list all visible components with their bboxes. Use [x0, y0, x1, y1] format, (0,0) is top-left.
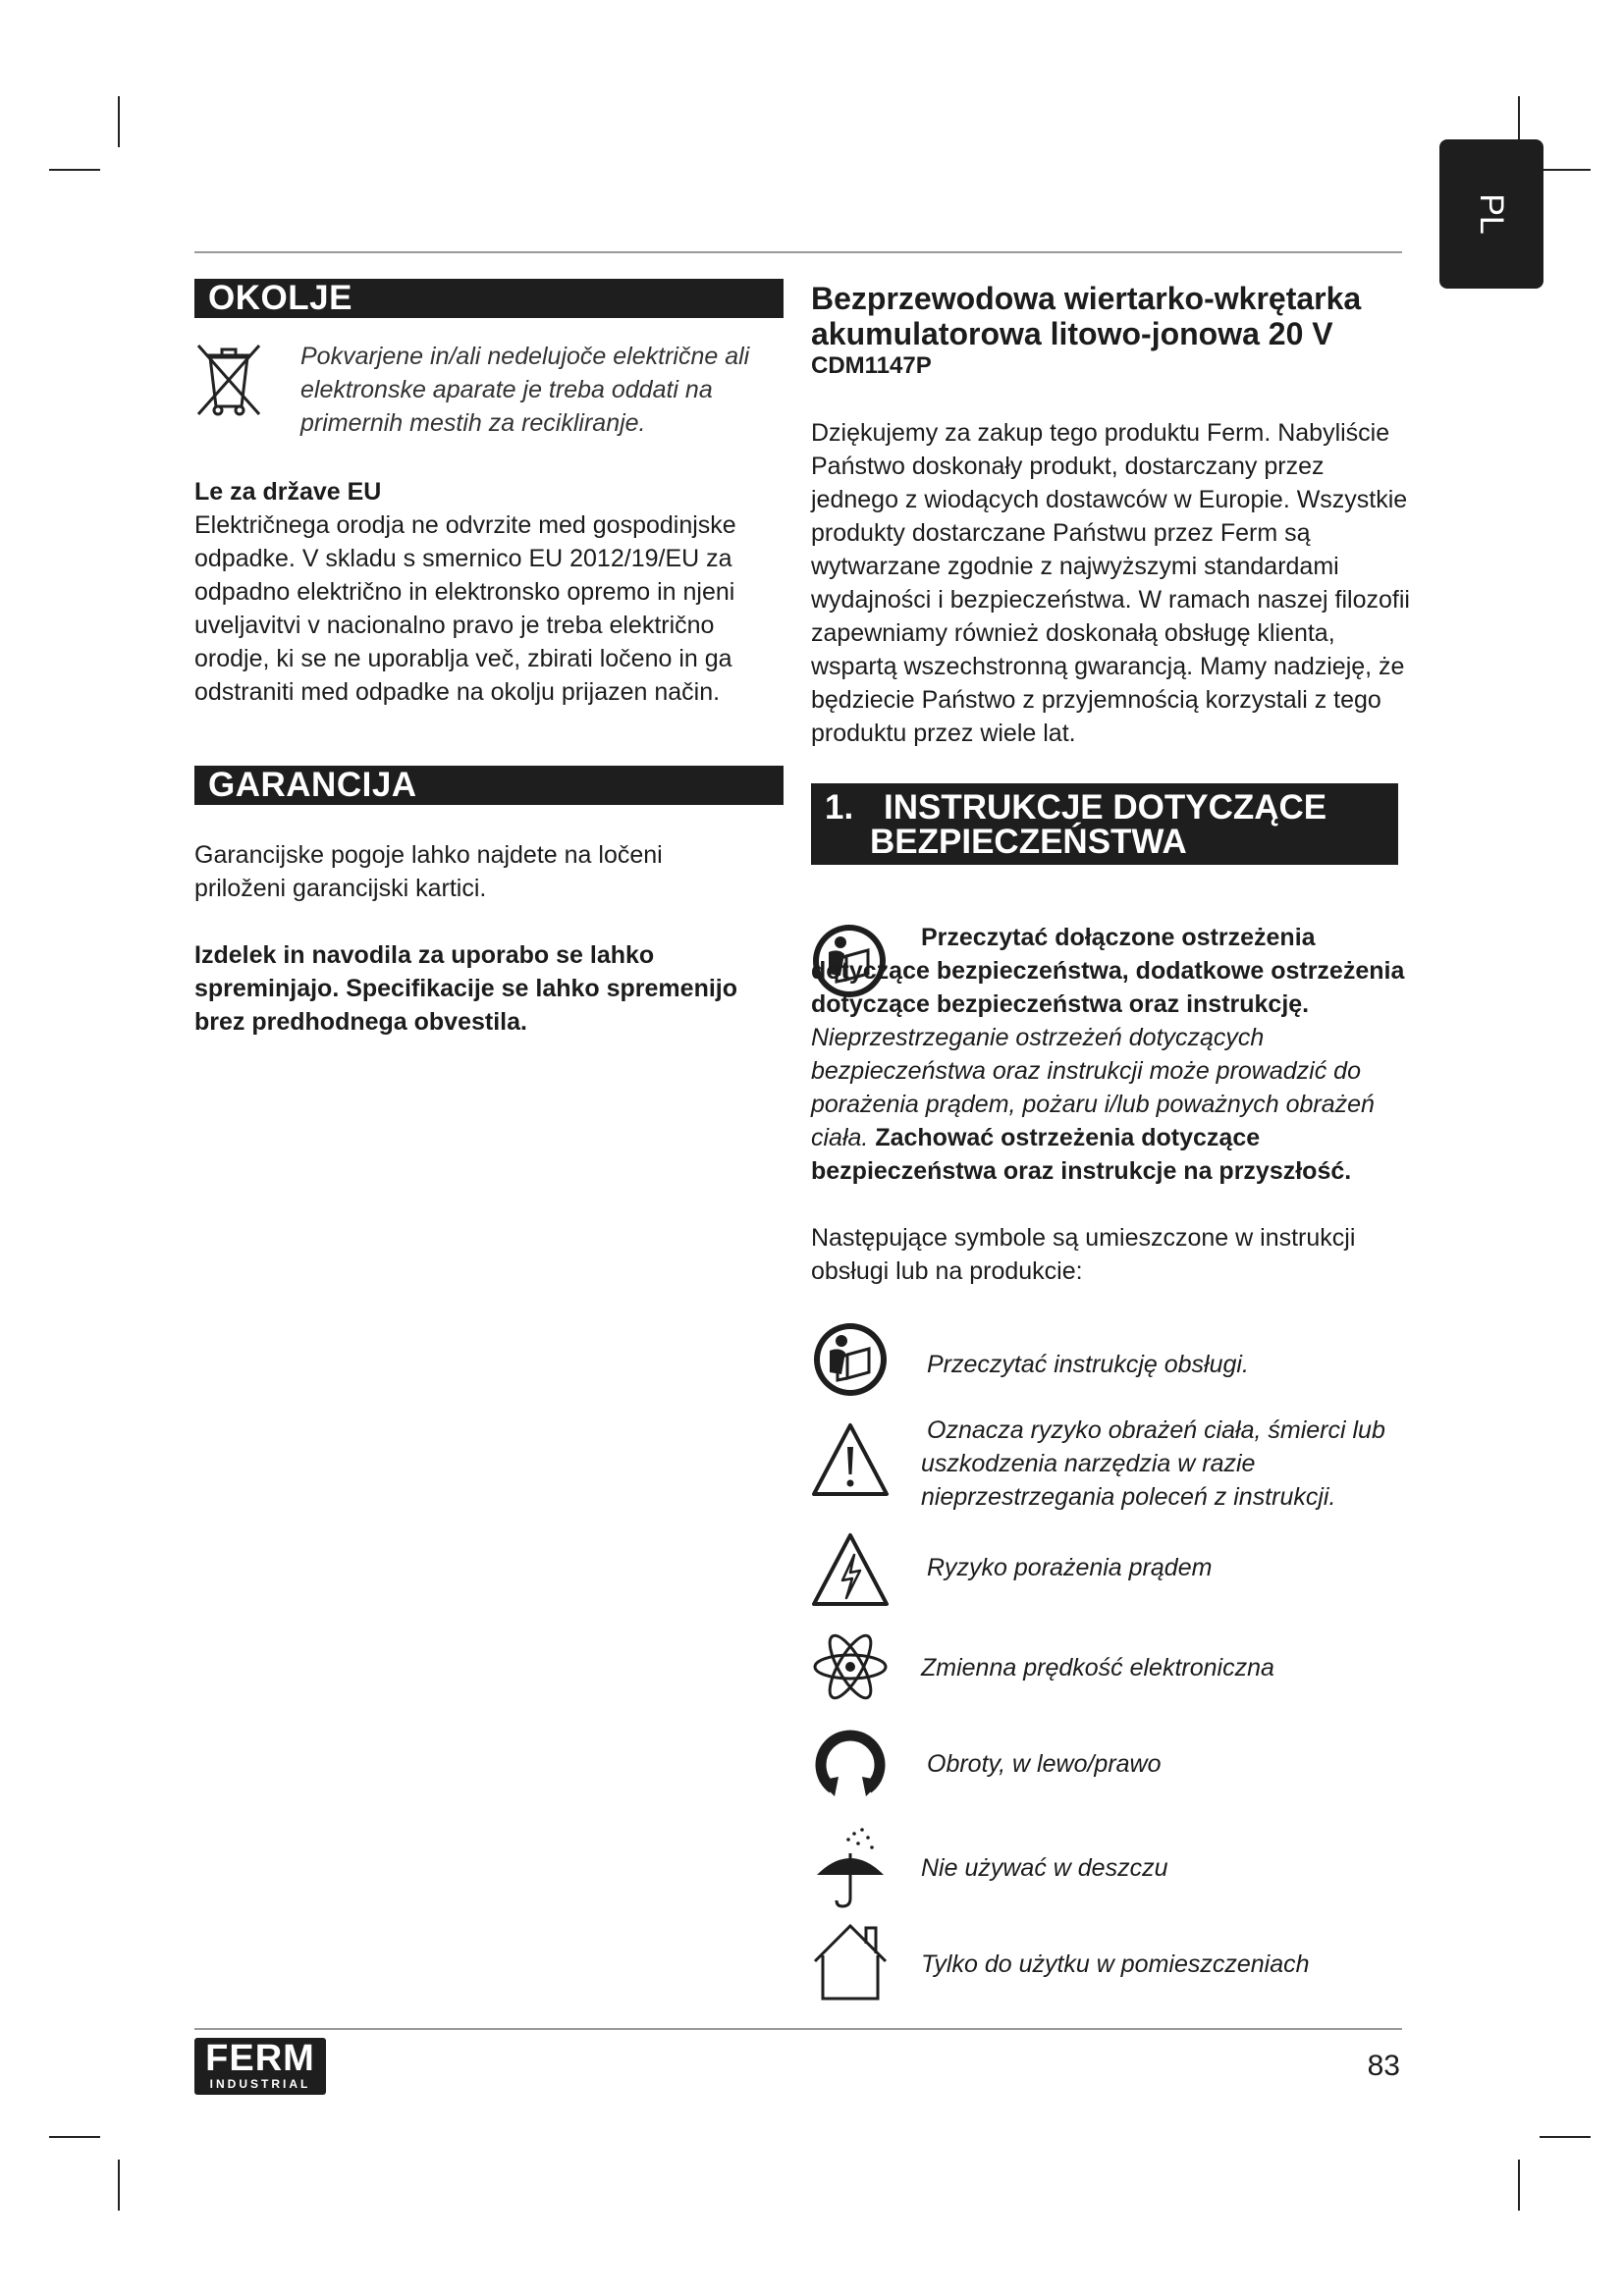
symbol-row	[811, 1320, 1420, 1399]
weee-text: Pokvarjene in/ali nedelujoče električne ali elektronske aparate je treba oddati na primernih mestih za recikliranje.	[300, 343, 750, 437]
crop-mark	[1518, 2160, 1520, 2211]
top-rule	[194, 251, 1402, 253]
crop-mark	[49, 2136, 100, 2138]
symbol-label: Przeczytać instrukcję obsługi.	[927, 1351, 1249, 1378]
logo-main: FERM	[205, 2038, 315, 2079]
crop-mark	[118, 2160, 120, 2211]
symbol-row	[811, 1414, 1420, 1522]
variable-speed-icon	[811, 1628, 890, 1706]
logo-sub: INDUSTRIAL	[209, 2077, 311, 2091]
safety-warning	[811, 921, 1410, 1288]
product-title: Bezprzewodowa wiertarko-wkrętarka akumulatorowa litowo-jonowa 20 V	[811, 281, 1362, 351]
eu-heading: Le za države EU	[194, 478, 382, 506]
crop-mark	[49, 169, 100, 171]
symbol-label: Tylko do użytku w pomieszczeniach	[921, 1950, 1310, 1978]
symbol-label: Oznacza ryzyko obrażeń ciała, śmierci lub uszkodzenia narzędzia w razie nieprzestrzegania poleceń z instrukcji.	[921, 1416, 1385, 1511]
garancija-text: Garancijske pogoje lahko najdete na ločeni priloženi garancijski kartici.	[194, 841, 663, 902]
change-notice: Izdelek in navodila za uporabo se lahko spreminjajo. Specifikacije se lahko spremenijo brez predhodnega obvestila.	[194, 941, 738, 1036]
warning-triangle-icon	[811, 1421, 890, 1500]
eu-text: Električnega orodja ne odvrzite med gospodinjske odpadke. V skladu s smernico EU 2012/19/EU za odpadno električno in elektronsko opremo in njeni uveljavitvi v nacionalno pravo je treba električno orodje, ki se ne uporablja več, zbirati ločeno in ga odstraniti med odpadke na okolju prijazen način.	[194, 511, 736, 706]
symbol-row	[811, 1531, 1420, 1620]
safety-warning-italic: Nieprzestrzeganie ostrzeżeń dotyczących bezpieczeństwa oraz instrukcji może prowadzić do porażenia prądem, pożaru i/lub poważnych obrażeń ciała.	[811, 1024, 1375, 1151]
safety-warning-body	[811, 1021, 1410, 1188]
language-tab	[1439, 139, 1543, 289]
safety-heading	[811, 783, 1398, 865]
okolje-heading: OKOLJE	[194, 279, 784, 318]
left-column	[194, 279, 784, 1039]
intro-text: Dziękujemy za zakup tego produktu Ferm. Nabyliście Państwo doskonały produkt, dostarczany przez jednego z wiodących dostawców w Europie. Wszystkie produkty dostarczane Państwu przez Ferm są wytwarzane zgodnie z najwyższymi standardami wydajności i bezpieczeństwa. W ramach naszej filozofii zapewniamy również doskonałą obsługę klienta, wspartą wszechstronną gwarancją. Mamy nadzieję, że będziecie Państwo z przyjemnością korzystali z tego produktu przez wiele lat.	[811, 419, 1410, 747]
symbol-row	[811, 1628, 1420, 1706]
crop-mark	[118, 96, 120, 147]
safety-warning-bold	[811, 921, 1410, 1021]
garancija-heading: GARANCIJA	[194, 766, 784, 805]
language-tab-label: PL	[1473, 193, 1511, 235]
crop-mark	[1540, 2136, 1591, 2138]
right-column	[811, 281, 1410, 865]
symbol-label: Obroty, w lewo/prawo	[927, 1750, 1162, 1778]
symbols-intro: Następujące symbole są umieszczone w instrukcji obsługi lub na produkcie:	[811, 1224, 1356, 1285]
umbrella-rain-icon	[811, 1824, 890, 1912]
symbol-row	[811, 1920, 1420, 2008]
symbol-label: Ryzyko porażenia prądem	[927, 1554, 1213, 1581]
safety-heading-line1: INSTRUKCJE DOTYCZĄCE	[884, 788, 1327, 827]
ferm-logo	[194, 2038, 326, 2095]
symbol-label: Zmienna prędkość elektroniczna	[921, 1654, 1274, 1682]
crossed-bin-icon	[194, 342, 263, 418]
safety-warning-bold-text: Przeczytać dołączone ostrzeżenia dotyczące bezpieczeństwa, dodatkowe ostrzeżenia dotyczące bezpieczeństwa oraz instrukcję.	[811, 924, 1405, 1018]
safety-heading-line2: BEZPIECZEŃSTWA	[870, 823, 1187, 861]
symbol-row	[811, 1824, 1420, 1912]
safety-heading-number: 1.	[825, 788, 854, 827]
safety-warning-keep: Zachować ostrzeżenia dotyczące bezpieczeństwa oraz instrukcje na przyszłość.	[811, 1124, 1352, 1185]
bottom-rule	[194, 2028, 1402, 2030]
electric-shock-icon	[811, 1531, 890, 1610]
rotation-icon	[811, 1726, 890, 1804]
symbol-label: Nie używać w deszczu	[921, 1854, 1168, 1882]
symbol-row	[811, 1726, 1420, 1804]
read-manual-icon	[811, 1320, 890, 1399]
product-model: CDM1147P	[811, 352, 932, 379]
house-icon	[811, 1920, 890, 2002]
weee-block	[194, 340, 784, 457]
page-number: 83	[1367, 2050, 1400, 2082]
